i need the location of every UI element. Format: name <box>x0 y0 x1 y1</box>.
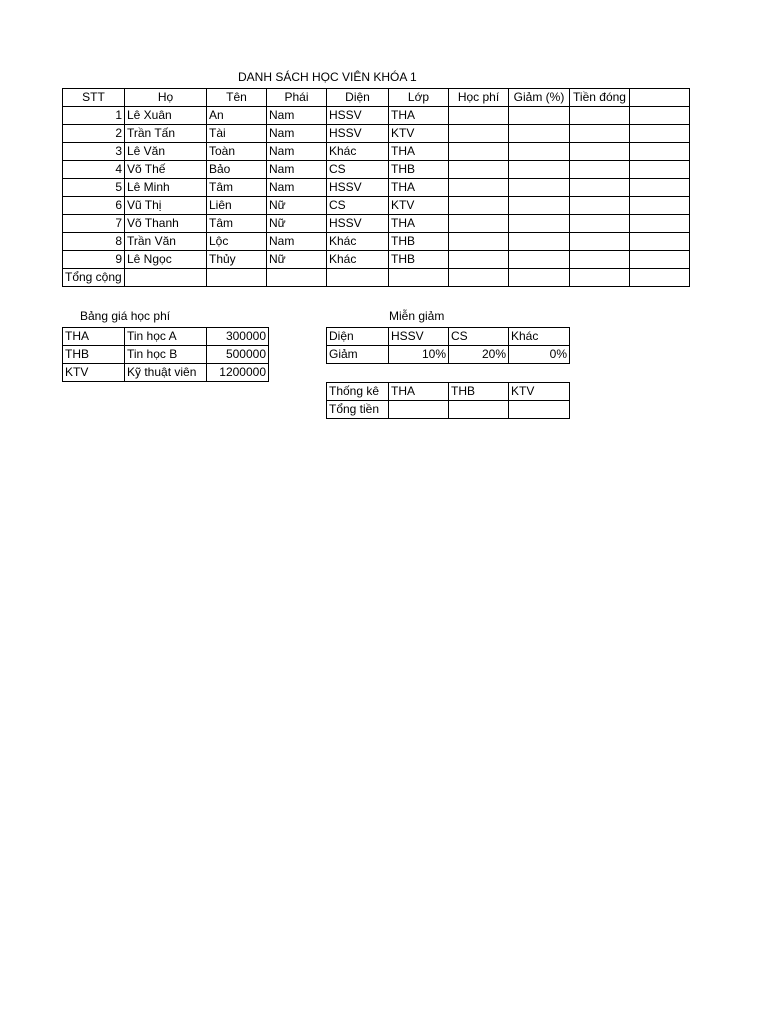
cell[interactable]: 0% <box>509 346 570 364</box>
cell[interactable] <box>449 401 509 419</box>
cell[interactable]: Thống kê <box>327 383 389 401</box>
fee-row <box>63 346 269 364</box>
cell[interactable] <box>389 401 449 419</box>
cell[interactable]: Lê Ngọc <box>125 251 207 269</box>
cell[interactable] <box>630 161 690 179</box>
cell[interactable] <box>509 107 570 125</box>
column-header[interactable]: Họ <box>125 89 207 107</box>
cell[interactable]: Nam <box>267 125 327 143</box>
cell[interactable] <box>630 269 690 287</box>
cell[interactable]: KTV <box>389 125 449 143</box>
cell[interactable]: Nam <box>267 233 327 251</box>
table-row <box>63 143 690 161</box>
cell[interactable]: 5 <box>63 179 125 197</box>
cell[interactable]: THA <box>389 179 449 197</box>
cell[interactable] <box>570 233 630 251</box>
cell[interactable]: 300000 <box>207 328 269 346</box>
cell[interactable]: Lộc <box>207 233 267 251</box>
cell[interactable] <box>509 251 570 269</box>
cell[interactable]: THA <box>63 328 125 346</box>
column-header[interactable]: Lớp <box>389 89 449 107</box>
student-table-body <box>63 89 690 287</box>
table-row <box>63 179 690 197</box>
fee-table <box>62 327 269 382</box>
cell[interactable]: Liên <box>207 197 267 215</box>
cell[interactable]: 9 <box>63 251 125 269</box>
cell[interactable]: Thủy <box>207 251 267 269</box>
cell[interactable]: THA <box>389 143 449 161</box>
cell[interactable]: Trần Văn <box>125 233 207 251</box>
student-table <box>62 88 690 287</box>
cell[interactable]: Khác <box>327 251 389 269</box>
cell[interactable]: HSSV <box>327 179 389 197</box>
cell[interactable] <box>449 251 509 269</box>
stats-row-total <box>327 401 570 419</box>
column-header[interactable] <box>630 89 690 107</box>
cell[interactable]: Võ Thanh <box>125 215 207 233</box>
cell[interactable] <box>570 197 630 215</box>
cell[interactable] <box>630 179 690 197</box>
cell[interactable] <box>509 143 570 161</box>
cell[interactable]: KTV <box>63 364 125 382</box>
cell[interactable]: THA <box>389 383 449 401</box>
cell[interactable]: Khác <box>327 143 389 161</box>
cell[interactable]: HSSV <box>327 125 389 143</box>
cell[interactable]: Toàn <box>207 143 267 161</box>
cell[interactable]: 6 <box>63 197 125 215</box>
cell[interactable]: THA <box>389 215 449 233</box>
table-row <box>63 125 690 143</box>
column-header[interactable]: Tên <box>207 89 267 107</box>
cell[interactable] <box>389 269 449 287</box>
cell[interactable]: 4 <box>63 161 125 179</box>
cell[interactable]: 8 <box>63 233 125 251</box>
discount-row-dien <box>327 328 570 346</box>
fee-table-caption: Bảng giá học phí <box>80 309 171 323</box>
cell[interactable]: THB <box>389 251 449 269</box>
cell[interactable] <box>509 401 570 419</box>
cell[interactable] <box>449 269 509 287</box>
stats-table-body <box>327 383 570 419</box>
table-row <box>63 197 690 215</box>
total-row <box>63 269 690 287</box>
cell[interactable] <box>509 125 570 143</box>
cell[interactable] <box>449 107 509 125</box>
cell[interactable]: CS <box>449 328 509 346</box>
cell[interactable]: HSSV <box>327 107 389 125</box>
cell[interactable]: KTV <box>509 383 570 401</box>
cell[interactable]: Nam <box>267 143 327 161</box>
cell[interactable]: Tài <box>207 125 267 143</box>
cell[interactable]: Khác <box>509 328 570 346</box>
cell[interactable]: Diện <box>327 328 389 346</box>
cell[interactable] <box>630 125 690 143</box>
cell[interactable] <box>509 197 570 215</box>
cell[interactable]: THB <box>389 233 449 251</box>
cell[interactable] <box>509 215 570 233</box>
cell[interactable]: Trần Tấn <box>125 125 207 143</box>
cell[interactable] <box>509 179 570 197</box>
cell[interactable] <box>207 269 267 287</box>
cell[interactable] <box>125 269 207 287</box>
table-row <box>63 161 690 179</box>
cell[interactable]: CS <box>327 161 389 179</box>
cell[interactable]: Nữ <box>267 251 327 269</box>
cell[interactable]: Nữ <box>267 215 327 233</box>
cell[interactable]: 500000 <box>207 346 269 364</box>
table-row <box>63 251 690 269</box>
cell[interactable]: Lê Minh <box>125 179 207 197</box>
cell[interactable] <box>570 107 630 125</box>
column-header[interactable]: Giảm (%) <box>509 89 570 107</box>
cell[interactable] <box>509 161 570 179</box>
cell[interactable]: THB <box>63 346 125 364</box>
cell[interactable]: 7 <box>63 215 125 233</box>
cell[interactable]: THB <box>389 161 449 179</box>
discount-table-caption: Miễn giảm <box>389 309 445 323</box>
main-table-title: DANH SÁCH HỌC VIÊN KHÓA 1 <box>238 70 417 84</box>
cell[interactable] <box>267 269 327 287</box>
cell[interactable] <box>630 215 690 233</box>
fee-table-body <box>63 328 269 382</box>
table-row <box>63 215 690 233</box>
total-label[interactable]: Tổng cộng <box>63 269 125 287</box>
column-header[interactable]: Phái <box>267 89 327 107</box>
cell[interactable] <box>630 143 690 161</box>
cell[interactable] <box>449 179 509 197</box>
cell[interactable]: THB <box>449 383 509 401</box>
cell[interactable]: Kỹ thuật viên <box>125 364 207 382</box>
cell[interactable]: Lê Xuân <box>125 107 207 125</box>
cell[interactable]: KTV <box>389 197 449 215</box>
cell[interactable]: Nữ <box>267 197 327 215</box>
table-header-row <box>63 89 690 107</box>
cell[interactable]: Nam <box>267 179 327 197</box>
cell[interactable] <box>509 269 570 287</box>
cell[interactable]: Khác <box>327 233 389 251</box>
cell[interactable] <box>630 251 690 269</box>
cell[interactable]: Tổng tiền <box>327 401 389 419</box>
cell[interactable]: Giảm <box>327 346 389 364</box>
cell[interactable]: An <box>207 107 267 125</box>
discount-row-giam <box>327 346 570 364</box>
cell[interactable] <box>449 233 509 251</box>
cell[interactable] <box>570 125 630 143</box>
cell[interactable] <box>570 215 630 233</box>
cell[interactable]: Tin học A <box>125 328 207 346</box>
cell[interactable]: Tâm <box>207 179 267 197</box>
cell[interactable]: Tin học B <box>125 346 207 364</box>
cell[interactable] <box>570 143 630 161</box>
cell[interactable]: Bảo <box>207 161 267 179</box>
cell[interactable]: Tâm <box>207 215 267 233</box>
cell[interactable]: Vũ Thị <box>125 197 207 215</box>
cell[interactable]: 2 <box>63 125 125 143</box>
cell[interactable] <box>509 233 570 251</box>
discount-table <box>326 327 570 364</box>
fee-row <box>63 364 269 382</box>
cell[interactable] <box>630 233 690 251</box>
column-header[interactable]: STT <box>63 89 125 107</box>
cell[interactable] <box>449 125 509 143</box>
cell[interactable] <box>570 269 630 287</box>
cell[interactable]: THA <box>389 107 449 125</box>
cell[interactable] <box>570 161 630 179</box>
cell[interactable]: HSSV <box>389 328 449 346</box>
cell[interactable]: Nam <box>267 161 327 179</box>
cell[interactable] <box>449 197 509 215</box>
cell[interactable]: Lê Văn <box>125 143 207 161</box>
cell[interactable] <box>570 251 630 269</box>
discount-table-body <box>327 328 570 364</box>
column-header[interactable]: Học phí <box>449 89 509 107</box>
cell[interactable]: 20% <box>449 346 509 364</box>
stats-table <box>326 382 570 419</box>
column-header[interactable]: Tiền đóng <box>570 89 630 107</box>
cell[interactable] <box>327 269 389 287</box>
cell[interactable] <box>570 179 630 197</box>
cell[interactable] <box>630 107 690 125</box>
cell[interactable]: 3 <box>63 143 125 161</box>
table-row <box>63 233 690 251</box>
cell[interactable]: HSSV <box>327 215 389 233</box>
cell[interactable] <box>449 215 509 233</box>
cell[interactable] <box>449 143 509 161</box>
cell[interactable] <box>630 197 690 215</box>
cell[interactable]: Nam <box>267 107 327 125</box>
stats-row-header <box>327 383 570 401</box>
fee-row <box>63 328 269 346</box>
cell[interactable]: 10% <box>389 346 449 364</box>
table-row <box>63 107 690 125</box>
column-header[interactable]: Diện <box>327 89 389 107</box>
cell[interactable]: Võ Thế <box>125 161 207 179</box>
cell[interactable]: 1 <box>63 107 125 125</box>
cell[interactable]: 1200000 <box>207 364 269 382</box>
cell[interactable]: CS <box>327 197 389 215</box>
cell[interactable] <box>449 161 509 179</box>
